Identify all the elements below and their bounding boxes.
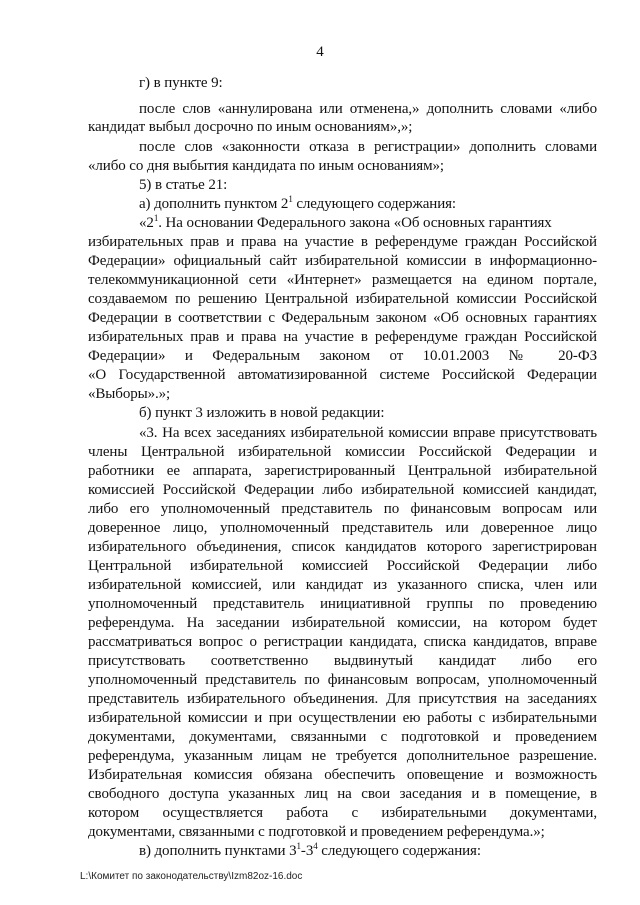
text-line: Федерации» официальный сайт избирательной комиссии в информационно-: [88, 253, 597, 269]
text-line: Федерации в соответствии с Федеральным законом «Об основных гарантиях: [88, 310, 597, 326]
text-span: следующего содержания:: [317, 843, 481, 859]
text-line: Избирательная комиссия обязана обеспечить оповещение и возможность: [88, 767, 597, 783]
text-line: рассматриваться вопрос о регистрации кандидата, списка кандидатов, вправе: [88, 634, 597, 650]
text-line: б) пункт 3 изложить в новой редакции:: [139, 405, 385, 421]
text-line: кандидат выбыл досрочно по иным основаниям»,»;: [88, 119, 413, 135]
text-line: «либо со дня выбытия кандидата по иным основаниям»;: [88, 158, 444, 174]
text-line: референдума, указанным лицам не требуется дополнительное разрешение.: [88, 748, 597, 764]
text-line: уполномоченный представитель инициативной группы по проведению: [88, 596, 597, 612]
text-line: документами, связанными с подготовкой и проведением референдума.»;: [88, 824, 545, 840]
superscript: 1: [288, 194, 293, 204]
text-span: в) дополнить пунктами 3: [139, 843, 297, 859]
superscript: 1: [153, 213, 159, 223]
text-line: работники ее аппарата, зарегистрированный Центральной избирательной: [88, 463, 597, 479]
text-line: г) в пункте 9:: [139, 75, 223, 91]
text-line: [139, 195, 456, 214]
text-span: -: [300, 843, 306, 859]
text-line: телекоммуникационной сети «Интернет» размещается на едином портале,: [88, 272, 597, 288]
superscript: 1: [296, 841, 301, 851]
superscript: 4: [313, 841, 318, 851]
text-line: документами, документами, связанными с подготовкой и проведением: [88, 729, 597, 745]
text-line: создаваемом по решению Центральной избирательной комиссии Российской: [88, 291, 597, 307]
footer-file-path: L:\Комитет по законодательству\Izm82oz-16.doc: [80, 871, 303, 882]
text-line: избирательных прав и права на участие в референдуме граждан Российской: [88, 329, 597, 345]
text-span: . На основании Федерального закона «Об основных гарантиях: [158, 215, 552, 231]
text-line: референдума. На заседании избирательной комиссии, на котором будет: [88, 615, 597, 631]
text-line: избирательной комиссии и при осуществлении ею работы с избирательными: [88, 710, 597, 726]
text-line: Федерации» и Федеральным законом от 10.01.2003 № 20-ФЗ: [88, 348, 597, 364]
text-line: свободного доступа указанных лиц на свои заседания и в помещение, в: [88, 786, 597, 802]
text-span: «2: [139, 215, 154, 231]
text-line: избирательной комиссией, или кандидат из указанного списка, член или: [88, 577, 597, 593]
text-line: после слов «законности отказа в регистрации» дополнить словами: [139, 139, 597, 155]
text-line: либо его уполномоченный представитель по финансовым вопросам или: [88, 501, 597, 517]
text-line: «Выборы».»;: [88, 386, 171, 402]
text-line: избирательного объединения, список кандидатов которого зарегистрирован: [88, 539, 597, 555]
text-line: присутствовать соответственно выдвинутый кандидат либо его: [88, 653, 597, 669]
text-line: [139, 214, 597, 233]
text-line: уполномоченный представитель по финансовым вопросам, уполномоченный: [88, 672, 597, 688]
text-line: комиссией Российской Федерации либо избирательной комиссией кандидат,: [88, 482, 597, 498]
text-line: после слов «аннулирована или отменена,» дополнить словами «либо: [139, 101, 597, 117]
text-line: «О Государственной автоматизированной системе Российской Федерации: [88, 367, 597, 383]
page-number: 4: [316, 44, 324, 60]
text-line: доверенное лицо, уполномоченный представитель или доверенное лицо: [88, 520, 597, 536]
text-line: «3. На всех заседаниях избирательной комиссии вправе присутствовать: [139, 425, 597, 441]
text-line: в) дополнить пунктами $3^1-3^4$ следующего содержания:: [139, 841, 481, 859]
text-line: члены Центральной избирательной комиссии Российской Федерации и: [88, 444, 597, 460]
text-span: а) дополнить пунктом 2: [139, 196, 289, 212]
text-line: избирательных прав и права на участие в референдуме граждан Российской: [88, 234, 597, 250]
text-line: 5) в статье 21:: [139, 177, 228, 193]
text-line: Центральной избирательной комиссией Российской Федерации либо: [88, 558, 597, 574]
text-line: котором осуществляется работа с избирательными документами,: [88, 805, 597, 821]
text-span: следующего содержания:: [292, 196, 457, 212]
text-line: представитель избирательного объединения. Для присутствия на заседаниях: [88, 691, 597, 707]
